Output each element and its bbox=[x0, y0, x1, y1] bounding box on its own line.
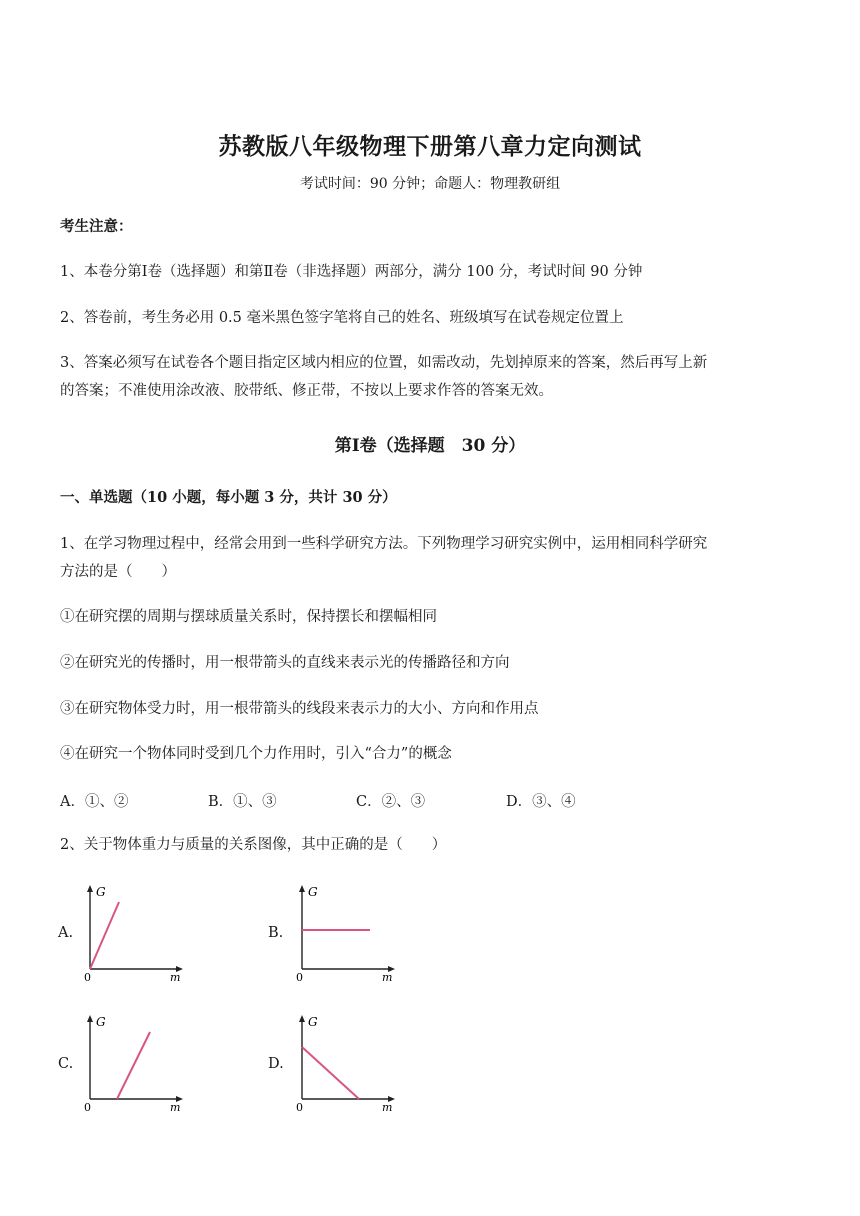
q2-graph-b-x-label: m bbox=[382, 971, 393, 982]
q2-graph-a-origin: 0 bbox=[84, 971, 91, 982]
q2-graph-a-line bbox=[90, 902, 119, 969]
q2-graph-c-origin: 0 bbox=[84, 1101, 91, 1112]
page-title: 苏教版八年级物理下册第八章力定向测试 bbox=[218, 133, 642, 160]
q2-stem: 2、关于物体重力与质量的关系图像，其中正确的是（ ） bbox=[60, 837, 447, 853]
part-heading: 一、单选题（10 小题，每小题 3 分，共计 30 分） bbox=[60, 489, 397, 506]
q2-graph-c[interactable] bbox=[80, 1012, 195, 1112]
q1-statement-1: ①在研究摆的周期与摆球质量关系时，保持摆长和摆幅相同 bbox=[60, 609, 437, 625]
q1-option-d[interactable]: D．③、④ bbox=[506, 794, 576, 810]
q2-graph-d-x-label: m bbox=[382, 1101, 393, 1112]
q1-option-b[interactable]: B．①、③ bbox=[208, 794, 277, 810]
q2-graph-a-y-label: G bbox=[96, 885, 106, 899]
q2-graph-d-origin: 0 bbox=[296, 1101, 303, 1112]
q2-graph-a-x-label: m bbox=[170, 971, 181, 982]
q2-graph-c-line bbox=[117, 1032, 150, 1099]
q1-statement-3: ③在研究物体受力时，用一根带箭头的线段来表示力的大小、方向和作用点 bbox=[60, 701, 539, 717]
notice-item-1: 1、本卷分第Ⅰ卷（选择题）和第Ⅱ卷（非选择题）两部分，满分 100 分，考试时间 90 分钟 bbox=[60, 264, 643, 280]
q2-graph-d-line bbox=[302, 1047, 359, 1099]
notice-item-3: 3、答案必须写在试卷各个题目指定区域内相应的位置，如需改动，先划掉原来的答案，然后再写上新 bbox=[60, 355, 708, 371]
q2-option-b-label[interactable]: B. bbox=[268, 925, 284, 941]
q1-option-a[interactable]: A．①、② bbox=[60, 794, 129, 810]
notice-item-2: 2、答卷前，考生务必用 0.5 毫米黑色签字笔将自己的姓名、班级填写在试卷规定位置上 bbox=[60, 310, 624, 326]
q1-stem-cont: 方法的是（ ） bbox=[60, 564, 176, 580]
q2-graph-b-origin: 0 bbox=[296, 971, 303, 982]
q2-graph-b-y-label: G bbox=[308, 885, 318, 899]
q2-graph-d-y-label: G bbox=[308, 1015, 318, 1029]
notice-heading: 考生注意： bbox=[60, 218, 133, 235]
q2-graph-b[interactable] bbox=[292, 882, 407, 982]
q2-graph-d[interactable] bbox=[292, 1012, 407, 1112]
q2-graph-a[interactable] bbox=[80, 882, 195, 982]
section-title: 第Ⅰ卷（选择题 30 分） bbox=[334, 436, 526, 456]
q2-option-d-label[interactable]: D. bbox=[268, 1056, 284, 1072]
notice-item-3-cont: 的答案；不准使用涂改液、胶带纸、修正带，不按以上要求作答的答案无效。 bbox=[60, 383, 553, 399]
q1-option-c[interactable]: C．②、③ bbox=[356, 794, 426, 810]
exam-info: 考试时间：90 分钟；命题人：物理教研组 bbox=[299, 176, 561, 192]
q2-graph-c-x-label: m bbox=[170, 1101, 181, 1112]
q1-statement-2: ②在研究光的传播时，用一根带箭头的直线来表示光的传播路径和方向 bbox=[60, 655, 510, 671]
q1-options bbox=[60, 788, 760, 816]
q2-graph-c-y-label: G bbox=[96, 1015, 106, 1029]
q1-statement-4: ④在研究一个物体同时受到几个力作用时，引入“合力”的概念 bbox=[60, 746, 452, 762]
q1-stem: 1、在学习物理过程中，经常会用到一些科学研究方法。下列物理学习研究实例中，运用相同科学研究 bbox=[60, 536, 708, 552]
q2-option-c-label[interactable]: C. bbox=[58, 1056, 74, 1072]
q2-option-a-label[interactable]: A. bbox=[58, 925, 74, 941]
